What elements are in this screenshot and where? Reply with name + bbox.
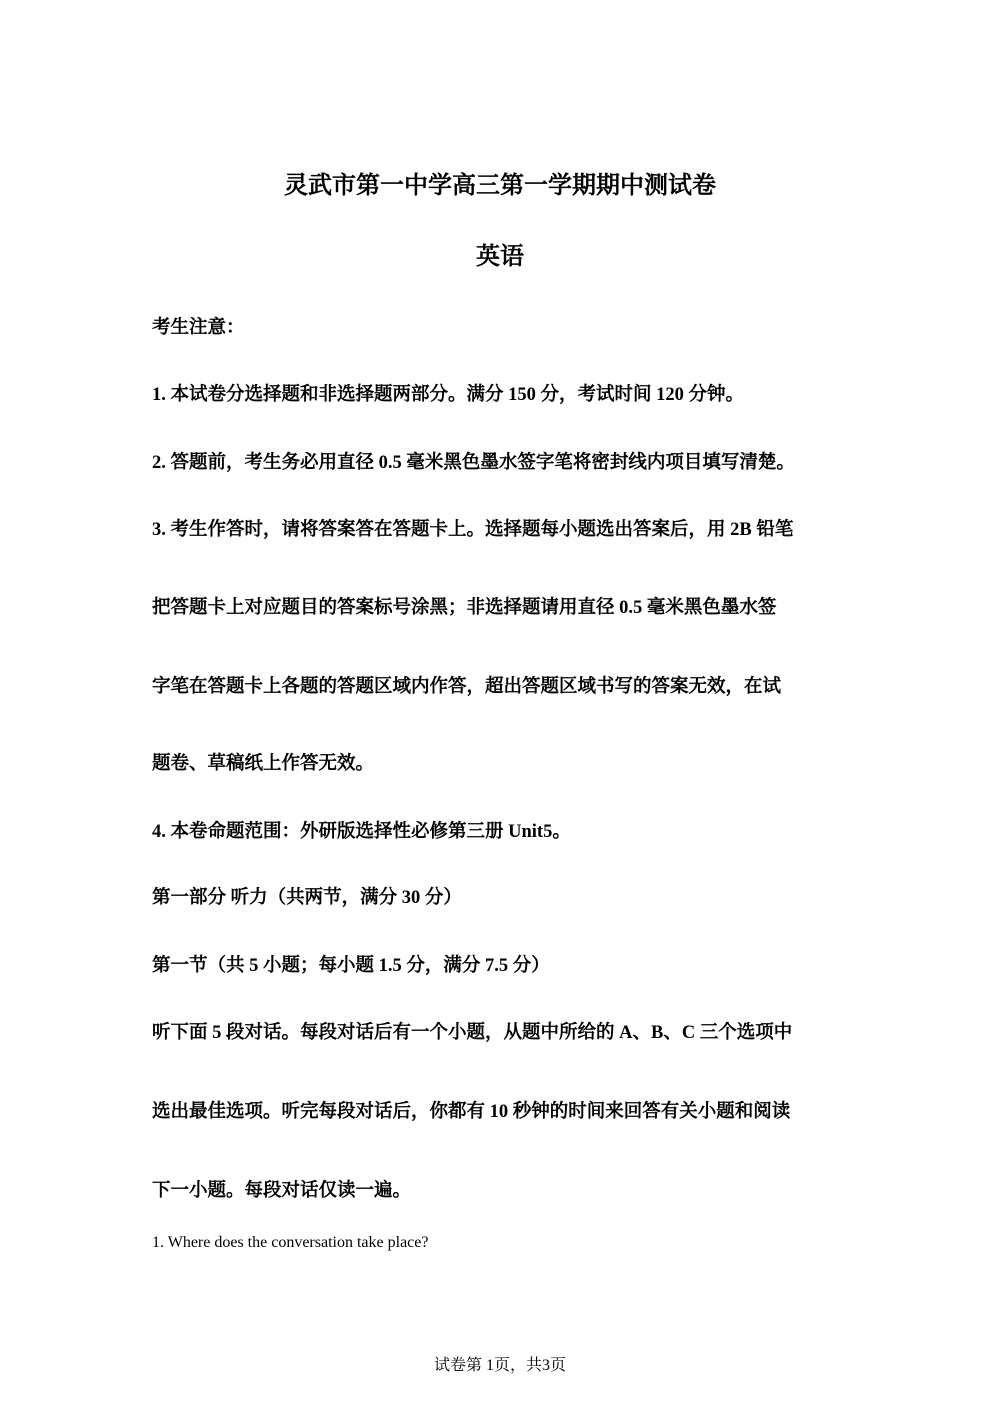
notice-item-2: 2. 答题前，考生务必用直径 0.5 毫米黑色墨水签字笔将密封线内项目填写清楚。 [152,453,795,473]
notice-heading: 考生注意： [152,318,245,338]
exam-subject: 英语 [476,244,524,270]
notice-item-3-line-4: 题卷、草稿纸上作答无效。 [152,754,375,774]
exam-title: 灵武市第一中学高三第一学期期中测试卷 [284,173,716,199]
notice-item-3-line-2: 把答题卡上对应题目的答案标号涂黑；非选择题请用直径 0.5 毫米黑色墨水签 [152,598,777,618]
notice-item-3-line-3: 字笔在答题卡上各题的答题区域内作答，超出答题区域书写的答案无效，在试 [152,677,782,697]
section-heading: 第一节（共 5 小题；每小题 1.5 分，满分 7.5 分） [152,956,550,976]
instructions-line-1: 听下面 5 段对话。每段对话后有一个小题，从题中所给的 A、B、C 三个选项中 [152,1023,793,1043]
instructions-line-3: 下一小题。每段对话仅读一遍。 [152,1181,412,1201]
notice-item-3-line-1: 3. 考生作答时，请将答案答在答题卡上。选择题每小题选出答案后，用 2B 铅笔 [152,520,794,540]
notice-item-1: 1. 本试卷分选择题和非选择题两部分。满分 150 分，考试时间 120 分钟。 [152,385,745,405]
part-heading: 第一部分 听力（共两节，满分 30 分） [152,888,462,908]
instructions-line-2: 选出最佳选项。听完每段对话后，你都有 10 秒钟的时间来回答有关小题和阅读 [152,1102,791,1122]
question-1: 1. Where does the conversation take place? [152,1234,429,1251]
notice-item-4: 4. 本卷命题范围：外研版选择性必修第三册 Unit5。 [152,822,571,842]
page-footer: 试卷第 1页，共3页 [433,1357,566,1374]
